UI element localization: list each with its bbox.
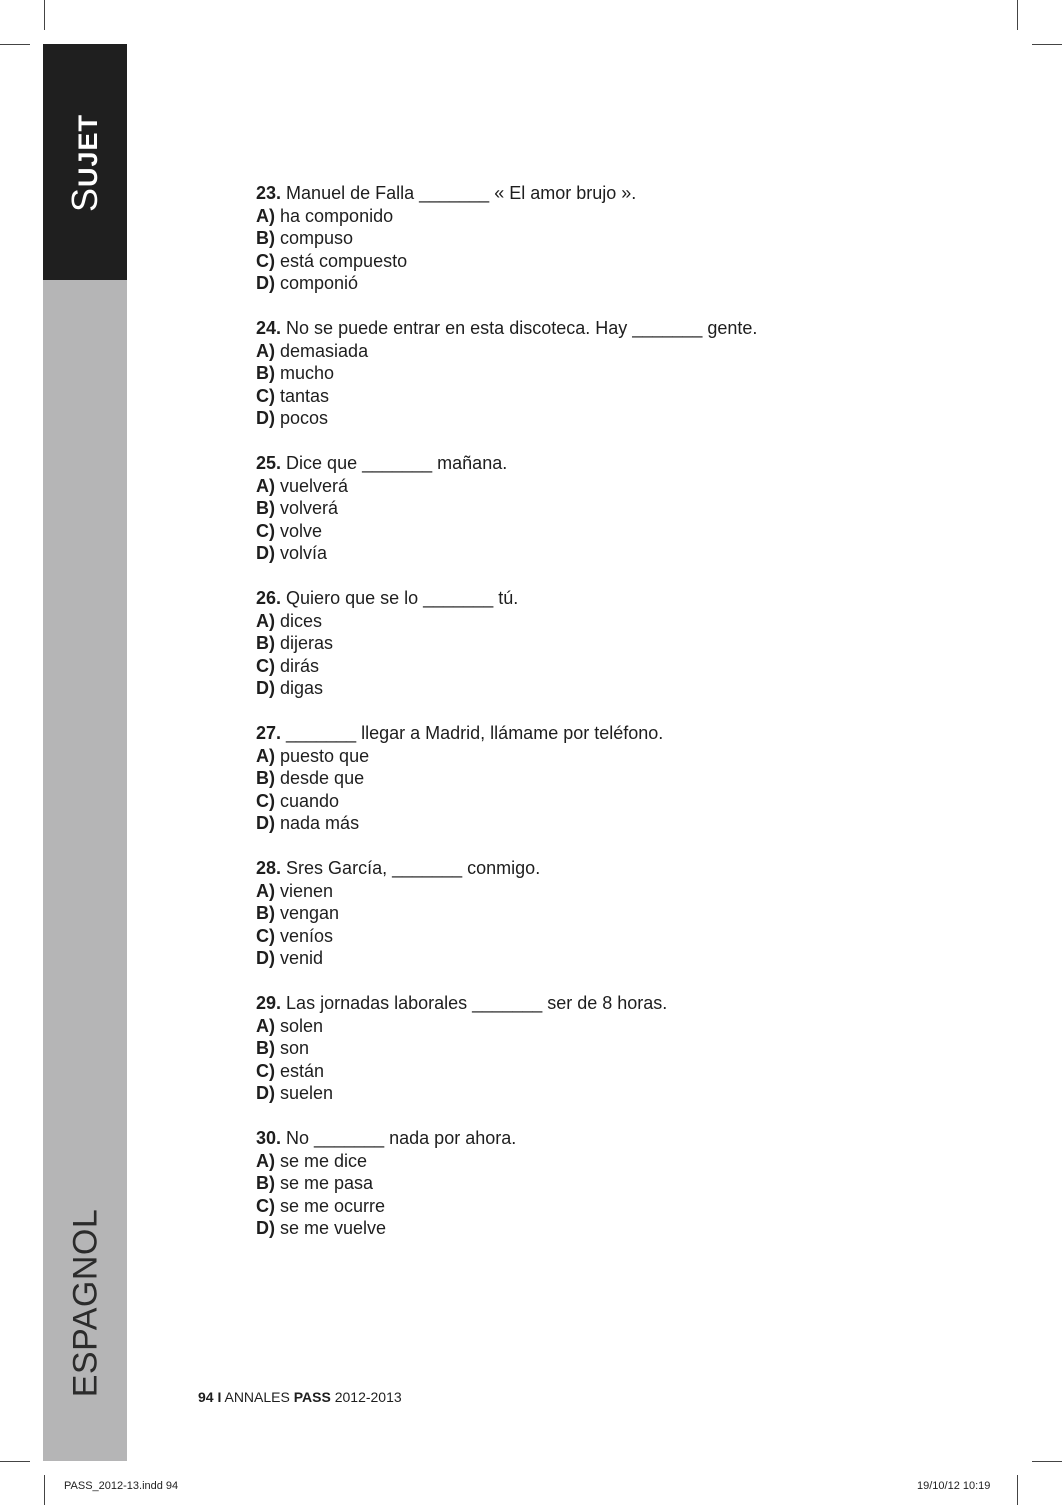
option-letter: A): [256, 205, 275, 226]
question-block: [256, 452, 976, 565]
answer-option: [256, 947, 976, 970]
option-letter: C): [256, 520, 275, 541]
question-prompt: [256, 1127, 976, 1150]
question-number: 23.: [256, 183, 282, 203]
answer-option: [256, 205, 976, 228]
option-letter: A): [256, 1150, 275, 1171]
option-text: digas: [280, 678, 324, 698]
option-text: cuando: [280, 790, 340, 811]
option-letter: D): [256, 408, 275, 428]
question-prompt: [256, 992, 976, 1015]
question-text: Sres García, _______ conmigo.: [286, 858, 541, 878]
option-text: vengan: [280, 903, 340, 923]
answer-option: [256, 1015, 976, 1038]
option-letter: D): [256, 1218, 275, 1238]
option-text: vienen: [280, 880, 334, 901]
crop-mark: [1017, 1475, 1018, 1505]
option-letter: B): [256, 633, 275, 653]
question-number: 30.: [256, 1128, 282, 1148]
answer-option: [256, 1082, 976, 1105]
option-letter: B): [256, 768, 275, 788]
slug-datetime: 19/10/12 10:19: [917, 1480, 991, 1492]
option-letter: C): [256, 250, 275, 271]
footer-separator: I: [217, 1389, 222, 1405]
option-letter: A): [256, 1015, 275, 1036]
brand-name: PASS: [293, 1389, 331, 1405]
option-text: volvía: [280, 543, 328, 563]
question-block: [256, 182, 976, 295]
answer-option: [256, 632, 976, 655]
option-letter: D): [256, 813, 275, 833]
crop-mark: [44, 1475, 45, 1505]
option-text: se me dice: [280, 1150, 368, 1171]
option-text: volverá: [280, 498, 339, 518]
answer-option: [256, 1150, 976, 1173]
option-text: tantas: [280, 385, 330, 406]
answer-option: [256, 790, 976, 813]
question-number: 29.: [256, 993, 282, 1013]
question-text: Quiero que se lo _______ tú.: [286, 588, 519, 608]
answer-option: [256, 1172, 976, 1195]
question-prompt: [256, 587, 976, 610]
crop-mark: [0, 1461, 30, 1462]
option-letter: B): [256, 903, 275, 923]
question-prompt: [256, 452, 976, 475]
question-block: [256, 587, 976, 700]
answer-option: [256, 925, 976, 948]
option-letter: C): [256, 925, 275, 946]
option-text: suelen: [280, 1083, 334, 1103]
publication-years: 2012-2013: [334, 1389, 402, 1405]
option-text: dijeras: [280, 633, 334, 653]
answer-option: [256, 542, 976, 565]
option-letter: D): [256, 273, 275, 293]
answer-option: [256, 812, 976, 835]
option-text: son: [280, 1038, 310, 1058]
option-text: puesto que: [280, 745, 370, 766]
option-text: dices: [280, 610, 323, 631]
question-number: 24.: [256, 318, 282, 338]
slug-file: PASS_2012-13.indd 94: [64, 1480, 179, 1492]
option-letter: B): [256, 1173, 275, 1193]
option-text: mucho: [280, 363, 335, 383]
option-text: dirás: [280, 655, 320, 676]
crop-mark: [1032, 44, 1062, 45]
publication-name: ANNALES: [224, 1389, 290, 1405]
option-letter: D): [256, 1083, 275, 1103]
option-letter: C): [256, 1060, 275, 1081]
option-text: veníos: [280, 925, 334, 946]
option-letter: A): [256, 745, 275, 766]
answer-option: [256, 227, 976, 250]
subject-title: ESPAGNOL: [66, 1208, 105, 1398]
page-footer: [198, 1387, 402, 1407]
answer-option: [256, 1217, 976, 1240]
option-letter: B): [256, 363, 275, 383]
answer-option: [256, 362, 976, 385]
option-text: desde que: [280, 768, 365, 788]
question-prompt: [256, 857, 976, 880]
answer-option: [256, 1195, 976, 1218]
section-title: SUJET: [64, 113, 105, 213]
option-letter: A): [256, 340, 275, 361]
answer-option: [256, 497, 976, 520]
question-prompt: [256, 182, 976, 205]
option-text: venid: [280, 948, 324, 968]
answer-option: [256, 655, 976, 678]
answer-option: [256, 475, 976, 498]
answer-option: [256, 745, 976, 768]
question-block: [256, 992, 976, 1105]
answer-option: [256, 902, 976, 925]
option-text: demasiada: [280, 340, 369, 361]
question-prompt: [256, 722, 976, 745]
option-letter: A): [256, 475, 275, 496]
answer-option: [256, 767, 976, 790]
option-text: están: [280, 1060, 325, 1081]
option-letter: C): [256, 790, 275, 811]
answer-option: [256, 880, 976, 903]
crop-mark: [44, 0, 45, 30]
option-letter: C): [256, 655, 275, 676]
question-block: [256, 1127, 976, 1240]
option-text: componió: [280, 273, 359, 293]
answer-option: [256, 610, 976, 633]
answer-option: [256, 520, 976, 543]
option-letter: B): [256, 1038, 275, 1058]
question-text: Manuel de Falla _______ « El amor brujo ».: [286, 183, 637, 203]
option-text: se me pasa: [280, 1173, 374, 1193]
option-text: está compuesto: [280, 250, 408, 271]
question-block: [256, 317, 976, 430]
option-text: se me ocurre: [280, 1195, 386, 1216]
option-letter: D): [256, 543, 275, 563]
option-letter: A): [256, 610, 275, 631]
crop-mark: [1032, 1461, 1062, 1462]
question-text: Las jornadas laborales _______ ser de 8 horas.: [286, 993, 668, 1013]
option-letter: A): [256, 880, 275, 901]
question-text: _______ llegar a Madrid, llámame por teléfono.: [286, 723, 664, 743]
crop-mark: [0, 44, 30, 45]
crop-mark: [1017, 0, 1018, 30]
question-list: [256, 182, 976, 1262]
option-text: ha componido: [280, 205, 394, 226]
question-number: 26.: [256, 588, 282, 608]
option-text: se me vuelve: [280, 1218, 387, 1238]
option-text: solen: [280, 1015, 324, 1036]
page-number: 94: [198, 1389, 214, 1405]
question-block: [256, 722, 976, 835]
option-letter: D): [256, 948, 275, 968]
answer-option: [256, 250, 976, 273]
question-number: 25.: [256, 453, 282, 473]
question-prompt: [256, 317, 976, 340]
option-text: volve: [280, 520, 323, 541]
option-text: vuelverá: [280, 475, 349, 496]
answer-option: [256, 1037, 976, 1060]
option-letter: B): [256, 228, 275, 248]
answer-option: [256, 272, 976, 295]
question-block: [256, 857, 976, 970]
question-number: 27.: [256, 723, 282, 743]
question-text: Dice que _______ mañana.: [286, 453, 508, 473]
answer-option: [256, 1060, 976, 1083]
answer-option: [256, 340, 976, 363]
question-text: No _______ nada por ahora.: [286, 1128, 517, 1148]
option-letter: C): [256, 1195, 275, 1216]
option-letter: B): [256, 498, 275, 518]
question-text: No se puede entrar en esta discoteca. Hay _______ gente.: [286, 318, 758, 338]
question-number: 28.: [256, 858, 282, 878]
option-letter: D): [256, 678, 275, 698]
answer-option: [256, 677, 976, 700]
option-text: nada más: [280, 813, 360, 833]
option-text: compuso: [280, 228, 354, 248]
option-letter: C): [256, 385, 275, 406]
answer-option: [256, 385, 976, 408]
answer-option: [256, 407, 976, 430]
option-text: pocos: [280, 408, 329, 428]
